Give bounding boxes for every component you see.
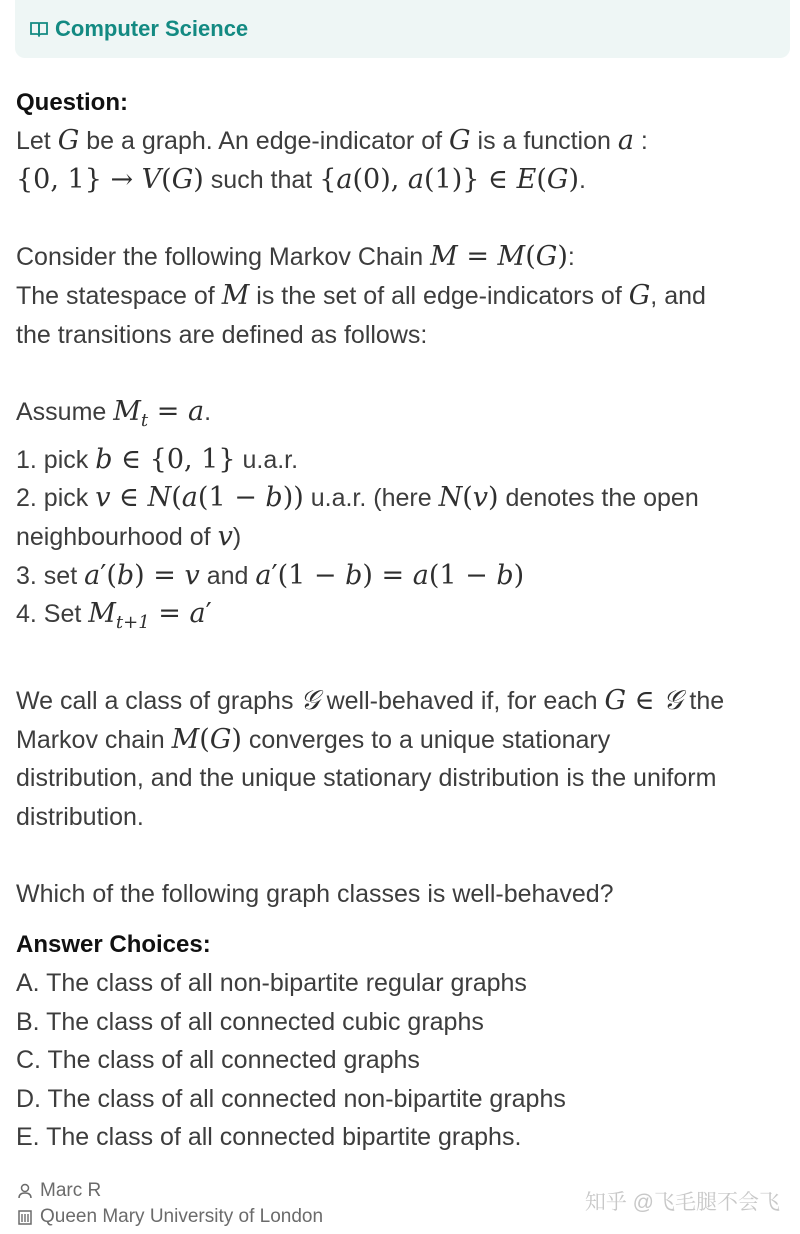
text-segment: neighbourhood of [16,523,218,551]
text-segment: denotes the open [498,484,699,513]
text-segment: converges to a unique stationary [241,725,611,754]
math-variable: a [336,163,353,195]
affiliation-row [16,1204,323,1230]
math-variable: a [189,598,206,630]
text-segment: Consider the following Markov Chain [16,243,431,272]
math-symbol: (0), [352,163,408,195]
math-variable: G [171,163,194,195]
math-symbol: ′ [205,598,212,630]
text-segment: The statespace of [16,281,222,310]
math-variable: 𝒢 [663,684,683,716]
question-line [16,393,792,441]
text-segment: 4. Set [16,600,89,629]
math-variable: G [448,125,471,156]
question-line [16,354,792,393]
math-symbol: ) [231,723,242,755]
answer-choices [16,964,792,1157]
question-line [16,837,792,876]
question-line [16,199,792,238]
author-row [16,1178,323,1204]
math-variable: G [628,279,651,311]
author-affiliation: Queen Mary University of London [40,1206,324,1227]
math-symbol: ( [462,482,473,514]
author-name: Marc R [40,1180,102,1201]
institution-icon [16,1208,34,1226]
math-symbol: {0, 1} → [16,163,142,195]
question-line [16,238,792,277]
text-segment: We call a class of graphs [16,686,301,715]
math-variable: M [430,241,458,273]
text-segment: and [199,561,256,590]
math-variable: N [147,482,172,514]
question-label: Question: [16,89,128,116]
text-segment: . [579,165,586,194]
math-symbol: ∈ [626,684,664,716]
math-variable: b [496,559,514,591]
question-line [16,875,792,914]
answer-choice: C. The class of all connected graphs [16,1046,420,1074]
math-variable: G [546,163,569,195]
math-variable: 𝒢 [300,684,320,716]
math-symbol: ) [193,163,204,195]
math-variable: a [187,395,205,427]
math-symbol: ∈ [110,482,148,514]
category-title: Computer Science [55,16,249,41]
answer-label: Answer Choices: [16,931,211,958]
math-variable: M [497,241,526,273]
math-symbol: ( [525,241,536,273]
math-symbol: = [149,598,190,630]
math-symbol: { [319,163,337,195]
text-segment: Let [16,127,58,155]
math-symbol: )) [282,482,304,514]
math-symbol: ) [568,163,579,195]
text-segment: 1. pick [16,445,96,474]
math-symbol: ) [513,559,525,591]
author-info [16,1178,323,1230]
question-block [16,84,792,914]
text-segment: well-behaved if, for each [319,686,605,715]
math-symbol: ) = [362,559,413,591]
math-symbol: ( [171,482,182,514]
math-variable: v [472,482,489,514]
math-variable: a [84,559,101,591]
math-symbol: ( [161,163,172,195]
text-segment: is a function [470,127,618,155]
question-line [16,316,792,355]
answer-block [16,926,792,1157]
text-segment: the [682,686,725,715]
text-segment: ) [232,523,242,551]
math-subscript: t [140,409,149,431]
book-icon [29,20,49,38]
math-symbol: ( [536,163,547,195]
answer-choice: E. The class of all connected bipartite graphs. [16,1123,522,1151]
math-symbol: ( [199,723,210,755]
math-symbol: (1)} ∈ [424,163,517,195]
math-variable: v [184,559,200,591]
category-banner [15,0,790,58]
math-variable: a [407,163,425,195]
answer-choice: A. The class of all non-bipartite regular graphs [16,969,527,997]
math-symbol: (1 − [428,559,497,591]
math-variable: G [535,241,558,273]
math-variable: a [412,559,429,591]
text-segment: : [567,243,575,272]
math-symbol: (1 − [197,482,266,514]
math-variable: v [217,521,233,552]
math-variable: a [617,125,634,156]
question-line [16,682,792,721]
question-text [16,122,792,914]
math-symbol: ) [557,241,568,273]
text-segment: Markov chain [16,725,172,754]
text-segment: 3. set [16,561,85,590]
math-variable: G [57,125,80,156]
math-variable: b [265,482,283,514]
question-line [16,557,792,596]
math-symbol: ∈ {0, 1} [112,443,236,475]
text-segment: u.a.r. (here [303,484,439,513]
math-variable: M [171,723,200,755]
text-segment: : [633,127,648,155]
math-variable: V [141,163,162,195]
question-line [16,122,792,161]
math-variable: b [345,559,363,591]
text-segment: , and [650,281,706,310]
text-segment: . [204,397,212,426]
text-segment: distribution. [16,802,144,831]
question-line [16,643,792,682]
math-variable: M [221,279,250,311]
math-symbol: = [457,241,498,273]
math-variable: M [113,395,141,427]
question-line [16,759,792,798]
math-variable: a [181,482,198,514]
text-segment: Which of the following graph classes is well-behaved? [16,880,614,909]
text-segment: such that [203,165,320,194]
question-line [16,518,792,557]
text-segment: Assume [16,397,114,426]
math-variable: M [88,598,116,630]
text-segment: is the set of all edge-indicators of [249,281,629,310]
question-line [16,721,792,760]
question-line [16,277,792,316]
math-variable: N [438,482,463,514]
question-line [16,798,792,837]
answer-choice: B. The class of all connected cubic graphs [16,1007,484,1036]
text-segment: distribution, and the unique stationary distribution is the uniform [16,764,717,793]
person-icon [16,1182,34,1200]
question-line [16,161,792,200]
question-line [16,595,792,643]
math-variable: v [95,482,111,514]
math-symbol: ′(1 − [271,559,346,591]
math-symbol: = [148,395,188,427]
math-variable: b [95,443,113,475]
text-segment: the transitions are defined as follows: [16,320,428,349]
watermark: 知乎 @飞毛腿不会飞 [584,1191,780,1214]
math-variable: E [516,163,537,195]
math-variable: G [209,723,232,755]
math-variable: G [604,684,627,716]
text-segment: 2. pick [16,484,96,513]
answer-choice: D. The class of all connected non-bipartite graphs [16,1084,566,1113]
question-line [16,479,792,518]
math-variable: a [255,559,272,591]
math-symbol: ) [488,482,499,514]
math-symbol: ′( [100,559,117,591]
math-variable: b [116,559,135,591]
math-symbol: ) = [134,559,185,591]
math-subscript: t+1 [115,612,150,634]
text-segment: be a graph. An edge-indicator of [79,127,449,155]
text-segment: u.a.r. [235,445,299,474]
question-line [16,441,792,480]
